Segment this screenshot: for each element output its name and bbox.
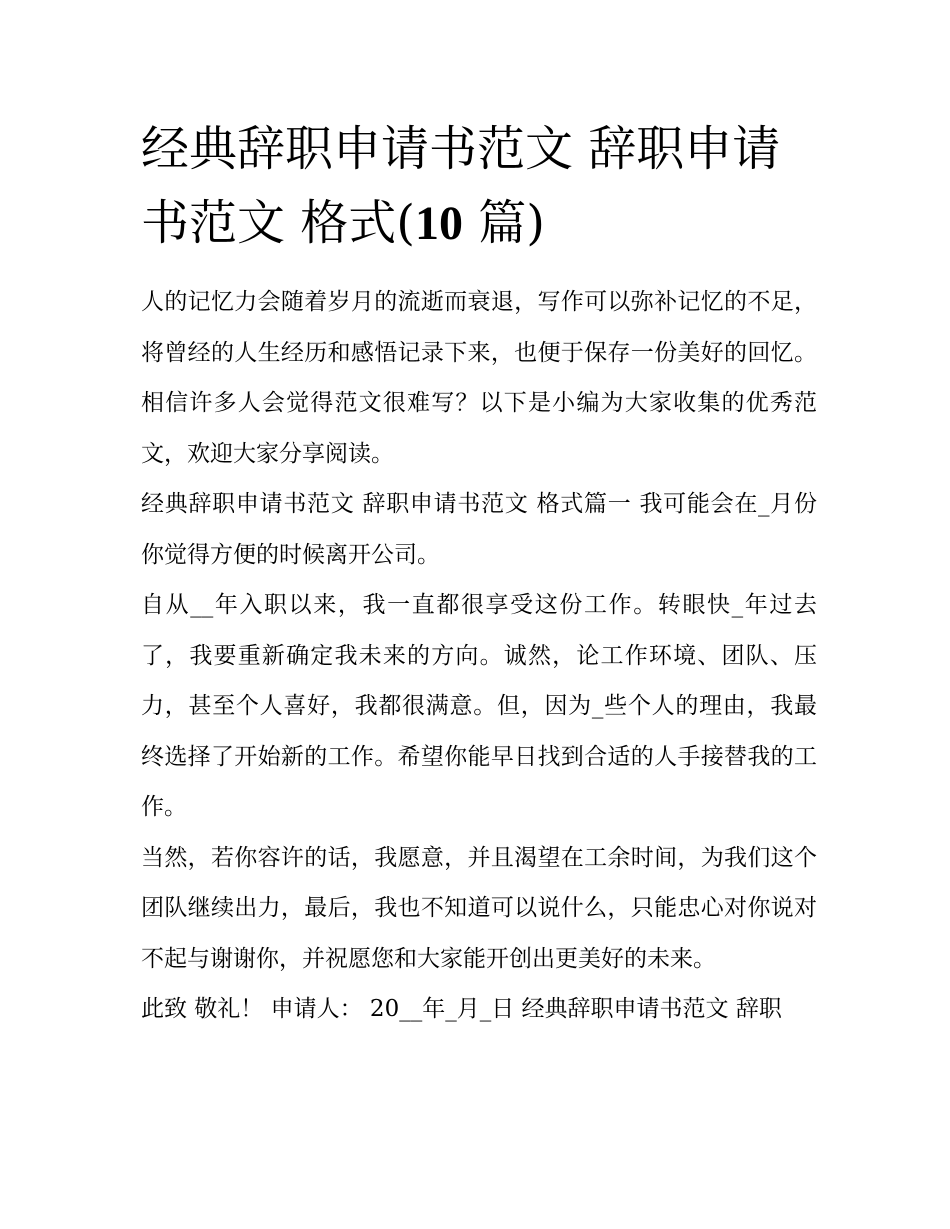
document-title [141, 112, 821, 261]
title-text-part1: 经典辞职申请书范文 辞职申请书范文 格式( [141, 121, 781, 251]
paragraph-section-one-opening: 经典辞职申请书范文 辞职申请书范文 格式篇一 我可能会在_月份你觉得方便的时候离开公司。 [141, 491, 817, 568]
paragraph-intro: 人的记忆力会随着岁月的流逝而衰退，写作可以弥补记忆的不足，将曾经的人生经历和感悟记录下来，也便于保存一份美好的回忆。相信许多人会觉得范文很难写？以下是小编为大家收集的优秀范文，欢迎大家分享阅读。 [141, 289, 817, 467]
title-text-part2: 篇) [463, 195, 545, 251]
paragraph-career-reason: 自从__年入职以来，我一直都很享受这份工作。转眼快_年过去了，我要重新确定我未来的方向。诚然，论工作环境、团队、压力，甚至个人喜好，我都很满意。但，因为_些个人的理由，我最终选择了开始新的工作。希望你能早日找到合适的人手接替我的工作。 [141, 592, 817, 820]
paragraph-signature: 此致 敬礼！ 申请人： 20__年_月_日 经典辞职申请书范文 辞职 [141, 996, 782, 1022]
paragraph-closing-thanks: 当然，若你容许的话，我愿意，并且渴望在工余时间，为我们这个团队继续出力，最后，我也不知道可以说什么，只能忠心对你说对不起与谢谢你，并祝愿您和大家能开创出更美好的未来。 [141, 844, 817, 972]
title-count: 10 [415, 197, 463, 250]
document-body [141, 277, 817, 1035]
